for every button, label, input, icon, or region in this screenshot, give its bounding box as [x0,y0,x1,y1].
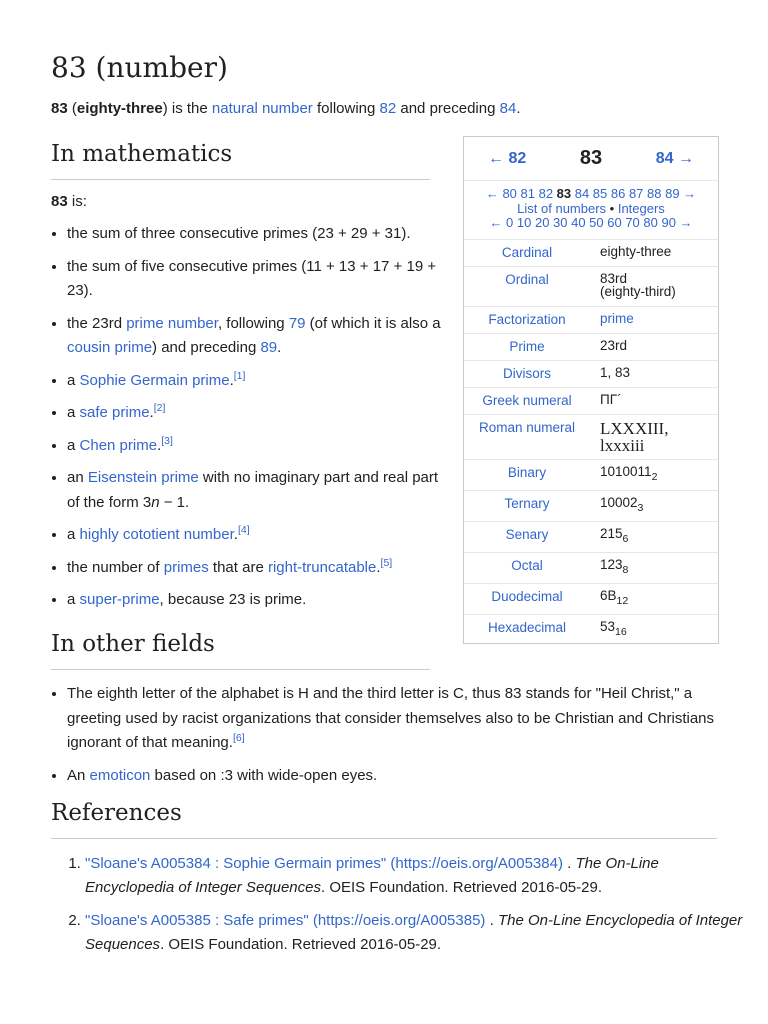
safe-prime-link[interactable]: safe prime [79,404,150,421]
prime-number-link[interactable]: prime number [126,314,218,332]
row-value: ΠΓ´ [600,391,622,407]
row-label[interactable]: Ordinal [505,271,549,287]
list-item: • a Chen prime.[3] [67,434,442,459]
row-label[interactable]: Binary [507,464,547,480]
list-item: • a safe prime.[2] [67,401,442,426]
list-item: • the number of primes that are right-truncatable.[5] [67,556,442,581]
row-value: eighty-three [600,243,672,259]
infobox-row-binary [464,460,718,491]
row-value: 83rd (eighty-third) [600,270,676,299]
eisenstein-prime-link[interactable]: Eisenstein prime [87,469,199,486]
infobox-number-nav: ← 80 81 82 83 84 85 86 87 88 89 → List of numbers • Integers ← 0 10 20 30 40 50 60 70 80 90 → [464,181,718,240]
link-82[interactable]: 82 [379,100,397,117]
row-value [590,307,718,333]
row-label[interactable]: Greek numeral [482,392,572,408]
reference-item: 1. "Sloane's A005384 : Sophie Germain primes" (https://oeis.org/A005384) . The On-Line Encyclopedia of Integer Sequences. OEIS Foundation. Retrieved 2016-05-29. [85,852,751,900]
row-label[interactable]: Octal [511,557,543,573]
ref-link-5[interactable]: [5] [380,556,393,569]
references-list [51,852,751,966]
natural-number-link[interactable]: natural number [211,100,313,117]
nav-range-link[interactable]: 84 85 86 87 88 89 → [571,186,697,201]
super-prime-link[interactable]: super-prime [79,591,160,608]
sophie-germain-prime-link[interactable]: Sophie Germain prime [79,371,230,389]
lead-paragraph: 83 (eighty-three) is the natural number following 82 and preceding 84. [51,100,521,117]
list-item: • a highly cototient number.[4] [67,523,442,548]
section-heading-mathematics [51,139,430,180]
infobox-current-number: 83 [579,147,603,169]
list-item: • An emoticon based on :3 with wide-open eyes. [67,764,733,789]
section-heading-references [51,798,717,839]
list-item: • the sum of three consecutive primes (23 + 29 + 31). [67,222,442,247]
reference-item: 2. "Sloane's A005385 : Safe primes" (https://oeis.org/A005385) . The On-Line Encyclopedia of Integer Sequences. OEIS Foundation. Retrieved 2016-05-29. [85,909,751,957]
math-intro: 83 is: [51,193,87,210]
nav-tens-link[interactable]: ← 0 10 20 30 40 50 60 70 80 90 → [489,215,693,230]
row-label[interactable]: Senary [505,526,549,542]
list-item: • an Eisenstein prime with no imaginary part and real part of the form 3n − 1. [67,466,442,515]
infobox-row-roman-numeral [464,415,718,460]
ref-link-6[interactable]: [6] [232,732,245,744]
section-heading-other-fields [51,629,430,670]
math-list [51,222,442,621]
lead-number: 83 [51,100,68,117]
ref-link-1[interactable]: [1] [233,369,246,382]
infobox-header [464,137,718,181]
chen-prime-link[interactable]: Chen prime [79,436,158,454]
link-89[interactable]: 89 [260,339,278,356]
page-title: 83 (number) [51,51,228,84]
row-value: $10002_3$ [600,494,644,514]
row-value: $215_6$ [600,525,629,545]
infobox-row-divisors [464,361,718,388]
row-label[interactable]: Ternary [504,495,550,511]
row-value: $123_8$ [600,556,629,576]
emoticon-link[interactable]: emoticon [89,766,151,784]
ref-link-3[interactable]: [3] [161,434,173,447]
next-number-link[interactable]: 84 → [655,149,694,167]
heading-text: In other fields [51,631,215,657]
infobox-row-ternary [464,491,718,522]
infobox-row-prime [464,334,718,361]
primes-link[interactable]: primes [163,558,209,576]
row-value: $6B_{12}$ [600,587,629,607]
list-of-numbers-link[interactable]: List of numbers [517,200,607,216]
row-value: $53_{16}$ [600,618,627,638]
link-84[interactable]: 84 [499,100,517,117]
row-label[interactable]: Divisors [502,365,551,381]
infobox-row-greek-numeral [464,388,718,415]
reference-link-2[interactable]: "Sloane's A005385 : Safe primes" (https://oeis.org/A005385) [85,912,486,929]
list-item: • a Sophie Germain prime.[1] [67,369,442,394]
infobox-row-duodecimal [464,584,718,615]
reference-link-1[interactable]: "Sloane's A005384 : Sophie Germain primes" (https://oeis.org/A005384) [85,855,563,872]
ref-link-2[interactable]: [2] [153,402,166,414]
list-item: • the 23rd prime number, following 79 (of which it is also a cousin prime) and preceding 89. [67,312,442,361]
infobox-row-senary [464,522,718,553]
list-item: • The eighth letter of the alphabet is H and the third letter is C, thus 83 stands for "Heil Christ," a greeting used by racist organizations that consider themselves also to be Christian and Christians ignorant of that meaning.[6] [67,682,733,756]
highly-cototient-number-link[interactable]: highly cototient number [79,526,234,543]
heading-text: References [51,800,182,826]
infobox-row-octal [464,553,718,584]
lead-words: eighty-three [76,100,163,117]
list-item: • the sum of five consecutive primes (11 + 13 + 17 + 19 + 23). [67,255,442,304]
nav-range-link[interactable]: ← 80 81 82 [485,186,557,201]
row-value: 23rd [600,337,628,353]
row-label[interactable]: Factorization [488,311,566,327]
row-label[interactable]: Roman numeral [478,419,576,435]
row-value: $1010011_2$ [600,463,658,483]
infobox-row-ordinal [464,267,718,307]
prev-number-link[interactable]: ← 82 [488,149,527,167]
list-item: • a super-prime, because 23 is prime. [67,588,442,613]
prime-value-link[interactable]: prime [600,310,634,326]
number-infobox [463,136,719,644]
link-79[interactable]: 79 [288,314,306,332]
row-label[interactable]: Hexadecimal [487,619,567,635]
row-label[interactable]: Prime [509,338,545,354]
row-label[interactable]: Cardinal [501,244,553,260]
infobox-row-hexadecimal [464,615,718,643]
row-value: 1, 83 [600,364,631,380]
row-value: LXXXIII, lxxxiii [600,418,669,455]
infobox-row-factorization [464,307,718,334]
integers-link[interactable]: Integers [617,200,665,216]
other-fields-list [51,682,733,796]
row-label[interactable]: Duodecimal [491,588,563,604]
heading-text: In mathematics [51,141,233,167]
cousin-prime-link[interactable]: cousin prime [67,339,153,356]
infobox-row-cardinal [464,240,718,267]
right-truncatable-link[interactable]: right-truncatable [267,558,377,576]
ref-link-4[interactable]: [4] [237,524,250,536]
